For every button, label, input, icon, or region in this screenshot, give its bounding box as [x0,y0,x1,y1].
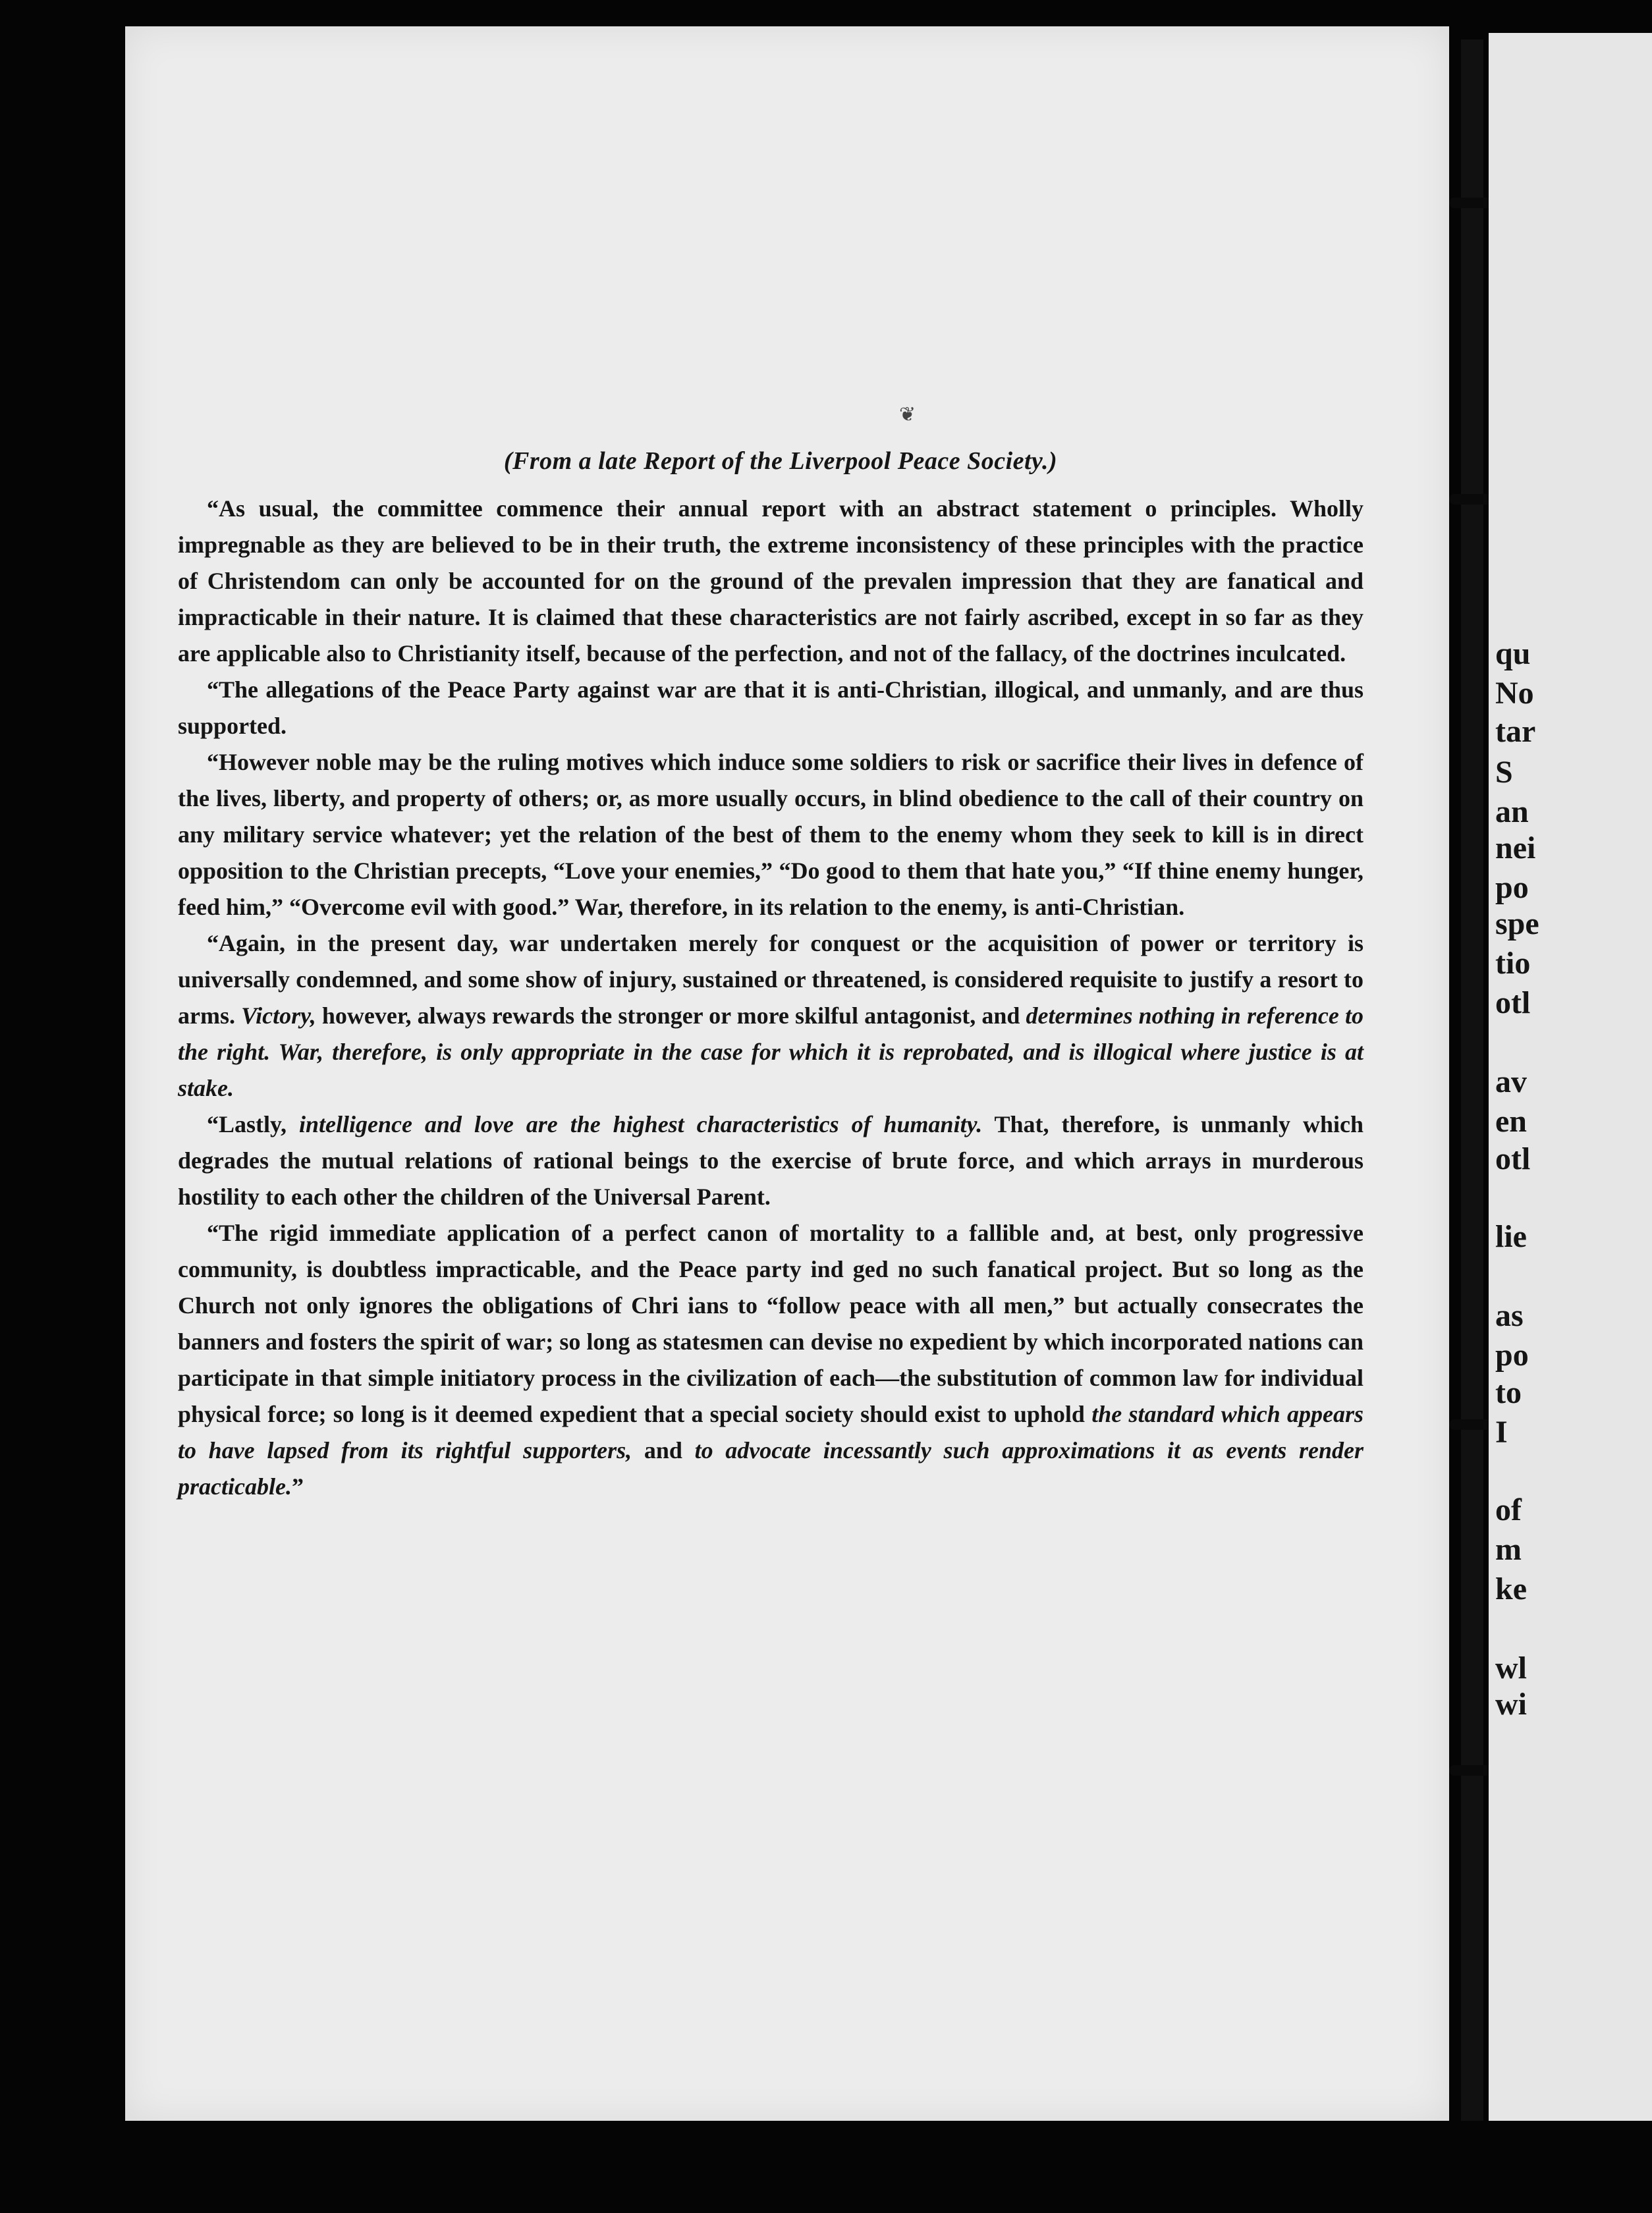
fragment: po [1495,870,1529,905]
paragraph-4-text: however, always rewards the stronger or more skilful antagonist, and [316,1002,1026,1029]
fragment: wl [1495,1651,1527,1685]
paragraph-4 [178,925,1363,1106]
fragment: lie [1495,1219,1527,1254]
paragraph-3: “However noble may be the ruling motives which induce some soldiers to risk or sacrifice their lives in defence of the lives, liberty, and property of others; or, as more usually occurs, in blind obedience to the call of their country on any military service whatever; yet the relation of the best of them to the enemy whom they seek to kill is in direct opposition to the Christian precepts, “Love your enemies,” “Do good to them that hate you,” “If thine enemy hunger, feed him,” “Overcome evil with good.” War, therefore, in its relation to the enemy, is anti-Christian. [178,749,1363,920]
paragraph-6 [178,1215,1363,1505]
fragment: po [1495,1338,1529,1373]
fragment: No [1495,676,1534,711]
fragment: nei [1495,831,1536,865]
fragment: as [1495,1298,1524,1333]
paragraph-5-text: That, therefore, is unmanly which degrades the mutual relations of rational beings to the exercise of brute force, and which arrays in murderous hostility to each other the children of the Universal Parent. [178,1111,1363,1210]
paragraph-6-text: and [632,1437,695,1463]
book-binding [1461,40,1483,2121]
page-title: (From a late Report of the Liverpool Peace Society.) [503,447,1058,475]
fragment: tio [1495,946,1531,981]
fragment: an [1495,794,1529,829]
fragment: S [1495,755,1513,790]
paragraph-6-italic: the standard which appears to have lapsed from its rightful supporters, [178,1401,1363,1463]
paragraph-5 [178,1106,1363,1215]
fragment: I [1495,1415,1508,1450]
paragraph-5-italic: intelligence and love are the highest characteristics of humanity. [298,1111,983,1137]
ornament-glyph: ❦ [899,404,916,425]
fragment: m [1495,1532,1522,1567]
document-body [178,491,1363,1505]
fragment: wi [1495,1687,1527,1722]
paragraph-4-italic: determines nothing in reference to the right. War, therefore, is only appropriate in the case for which it is reprobated, and is illogical where justice is at stake. [178,1002,1363,1101]
paragraph-2: “The allegations of the Peace Party against war are that it is anti-Christian, illogical, and unmanly, and are thus supported. [178,676,1363,739]
paragraph-6-italic: to advocate incessantly such approximations it as events render practicable. [178,1437,1363,1500]
fragment: of [1495,1492,1522,1527]
paragraph-4-italic: Victory, [241,1002,316,1029]
fragment: en [1495,1104,1527,1139]
fragment: ke [1495,1571,1527,1606]
paragraph-5-text: “Lastly, [207,1111,299,1137]
fragment: to [1495,1375,1522,1410]
fragment: qu [1495,636,1531,671]
fragment: otl [1495,1141,1531,1176]
paragraph-6-text: ” [291,1473,304,1500]
paragraph-6-text: “The rigid immediate application of a perfect canon of mortality to a fallible and, at best, only progressive community, is doubtless impracticable, and the Peace party ind ged no such fanatical project. But so long as the Church not only ignores the obligations of Chri ians to “follow peace with all men,” but actually consecrates the banners and fosters the spirit of war; so long as statesmen can devise no expedient by which incorporated nations can participate in that simple initiatory process in the civilization of each—the substitution of common law for individual physical force; so long is it deemed expedient that a special society should exist to uphold [178,1220,1363,1427]
fragment: otl [1495,985,1531,1020]
fragment: spe [1495,906,1539,941]
paragraph-1: “As usual, the committee commence their annual report with an abstract statement o principles. Wholly impregnable as they are believed to be in their truth, the extreme inconsistency of these principles with the practice of Christendom can only be accounted for on the ground of the prevalen impression that they are fanatical and impracticable in their nature. It is claimed that these characteristics are not fairly ascribed, except in so far as they are applicable also to Christianity itself, because of the perfection, and not of the fallacy, of the doctrines inculcated. [178,495,1363,667]
fragment: av [1495,1064,1527,1099]
paragraph-4-text: “Again, in the present day, war undertaken merely for conquest or the acquisition of power or territory is universally condemned, and some show of injury, sustained or threatened, is considered requisite to justify a resort to arms. [178,930,1363,1029]
fragment: tar [1495,714,1536,749]
